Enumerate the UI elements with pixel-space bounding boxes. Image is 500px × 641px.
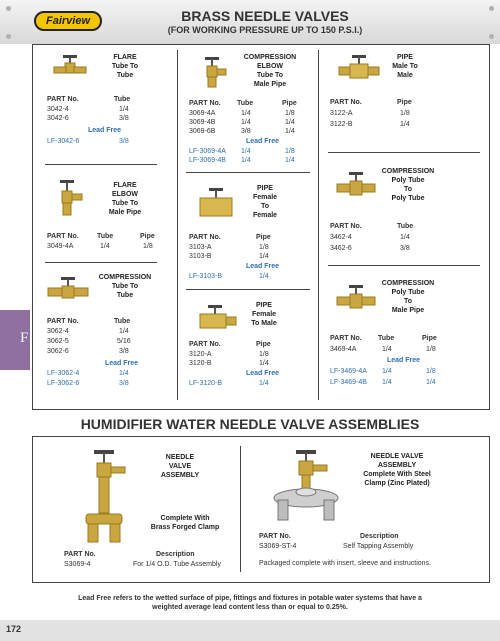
part-number: 3122-B — [330, 121, 353, 128]
lf-tube-size: 1/4 — [382, 379, 392, 386]
needle-valve-clamp-image — [80, 448, 140, 548]
part-number: 3120-B — [189, 360, 212, 367]
page-subtitle: (FOR WORKING PRESSURE UP TO 150 P.S.I.) — [167, 25, 363, 35]
part-number: 3062-4 — [47, 328, 69, 335]
pipe-fm-title: PIPE Female To Male — [251, 302, 277, 327]
tube-size: 3/8 — [241, 128, 251, 135]
divider — [186, 172, 310, 173]
tube-size: 3/8 — [119, 348, 129, 355]
tube-size: 1/4 — [119, 106, 129, 113]
description-header: Description — [360, 533, 399, 540]
tube-header: Tube — [97, 233, 114, 240]
compression-poly-title: COMPRESSION Poly Tube To Poly Tube — [381, 168, 435, 202]
lf-tube-size: 1/4 — [382, 368, 392, 375]
description-header: Description — [156, 551, 195, 558]
tube-size: 1/4 — [241, 110, 251, 117]
pipe-ff-title: PIPE Female To Female — [252, 185, 278, 219]
lf-part-number: LF-3469-4B — [330, 379, 367, 386]
part-number: 3103-A — [189, 244, 212, 251]
lead-free-label: Lead Free — [105, 360, 139, 367]
compression-title: COMPRESSION Tube To Tube — [98, 274, 152, 299]
needle-valve-caption: Complete With Brass Forged Clamp — [150, 515, 220, 531]
rivet-icon — [6, 6, 11, 11]
part-number: 3042-4 — [47, 106, 69, 113]
lead-free-label: Lead Free — [246, 138, 280, 145]
part-number: 3049-4A — [47, 243, 74, 250]
compression-poly-pipe-valve-icon — [334, 283, 378, 315]
lf-pipe-size: 1/8 — [426, 368, 436, 375]
pipe-size: 1/8 — [259, 351, 269, 358]
tube-size: 1/4 — [400, 234, 410, 241]
tube-size: 1/4 — [119, 328, 129, 335]
part-number: 3069-4B — [189, 119, 216, 126]
part-number: 3062-5 — [47, 338, 69, 345]
flare-elbow-title: FLARE ELBOW Tube To Male Pipe — [108, 182, 142, 216]
lf-pipe-size: 1/4 — [259, 380, 269, 387]
steel-clamp-assembly-title: NEEDLE VALVE ASSEMBLY Complete With Steel Clamp (Zinc Plated) — [363, 453, 431, 487]
lead-free-label: Lead Free — [246, 263, 280, 270]
pipe-mm-title: PIPE Male To Male — [392, 54, 418, 79]
compression-poly-valve-icon — [334, 170, 378, 202]
part-number: 3069-6B — [189, 128, 216, 135]
part-no-header: PART No. — [189, 341, 221, 348]
steel-clamp-valve-image — [270, 448, 346, 526]
tube-header: Tube — [397, 223, 414, 230]
part-no-header: PART No. — [330, 99, 362, 106]
divider — [328, 265, 480, 266]
pipe-size: 1/8 — [285, 110, 295, 117]
tube-size: 5/16 — [117, 338, 131, 345]
compression-elbow-title: COMPRESSION ELBOW Tube To Male Pipe — [243, 54, 297, 88]
pipe-size: 1/4 — [285, 119, 295, 126]
pipe-size: 1/8 — [426, 346, 436, 353]
tube-header: Tube — [378, 335, 395, 342]
part-number: 3462-4 — [330, 234, 352, 241]
lf-part-number: LF-3120-B — [189, 380, 223, 387]
lf-tube-size: 1/4 — [241, 148, 251, 155]
lead-free-label: Lead Free — [246, 370, 280, 377]
pipe-size: 1/8 — [143, 243, 153, 250]
part-no-header: PART No. — [189, 100, 221, 107]
part-no-header: PART No. — [47, 96, 79, 103]
tube-header: Tube — [237, 100, 254, 107]
tube-size: 1/4 — [382, 346, 392, 353]
page-footer — [0, 620, 500, 641]
description: For 1/4 O.D. Tube Assembly — [133, 561, 221, 568]
compression-valve-icon — [46, 275, 90, 305]
compression-elbow-valve-icon — [196, 55, 228, 89]
page-number: 172 — [6, 624, 22, 634]
lf-pipe-size: 1/4 — [426, 379, 436, 386]
pipe-header: Pipe — [256, 341, 271, 348]
part-no-header: PART No. — [64, 551, 96, 558]
description: Self Tapping Assembly — [343, 543, 414, 550]
pipe-size: 1/8 — [259, 244, 269, 251]
pipe-size: 1/4 — [259, 253, 269, 260]
tube-header: Tube — [114, 318, 131, 325]
part-number: 3120-A — [189, 351, 212, 358]
lead-free-label: Lead Free — [88, 127, 122, 134]
part-no-header: PART No. — [47, 233, 79, 240]
column-divider — [240, 446, 241, 572]
part-no-header: PART No. — [330, 223, 362, 230]
tube-size: 1/4 — [241, 119, 251, 126]
part-no-header: PART No. — [189, 234, 221, 241]
divider — [45, 262, 157, 263]
part-no-header: PART No. — [47, 318, 79, 325]
rivet-icon — [6, 34, 11, 39]
tube-size: 1/4 — [100, 243, 110, 250]
tube-header: Tube — [114, 96, 131, 103]
pipe-header: Pipe — [140, 233, 155, 240]
section-tab-letter: F — [20, 330, 29, 346]
needle-valve-assembly-title: NEEDLE VALVE ASSEMBLY — [160, 454, 200, 479]
tube-size: 3/8 — [400, 245, 410, 252]
part-number: 3069-4A — [189, 110, 216, 117]
lf-tube-size: 3/8 — [119, 138, 129, 145]
pipe-size: 1/4 — [285, 128, 295, 135]
lf-part-number: LF-3469-4A — [330, 368, 367, 375]
pipe-header: Pipe — [256, 234, 271, 241]
part-number: 3042-6 — [47, 115, 69, 122]
pipe-header: Pipe — [397, 99, 412, 106]
pipe-header: Pipe — [422, 335, 437, 342]
column-divider — [318, 50, 319, 400]
pipe-header: Pipe — [282, 100, 297, 107]
fairview-logo: Fairview — [34, 11, 102, 31]
lead-free-label: Lead Free — [387, 357, 421, 364]
part-number: 3062-6 — [47, 348, 69, 355]
divider — [186, 289, 310, 290]
column-divider — [177, 50, 178, 400]
flare-valve-icon — [52, 53, 88, 81]
pipe-ff-valve-icon — [194, 186, 238, 222]
flare-title: FLARE Tube To Tube — [111, 54, 139, 79]
lf-part-number: LF-3042-6 — [47, 138, 80, 145]
lf-part-number: LF-3062-4 — [47, 370, 80, 377]
rivet-icon — [489, 34, 494, 39]
lf-part-number: LF-3069-4A — [189, 148, 226, 155]
pipe-size: 1/4 — [259, 360, 269, 367]
lead-free-footnote: Lead Free refers to the wetted surface of pipe, fittings and fixtures in potable water systems that have a weighted average lead content less than or equal to 0.25%. — [78, 595, 422, 611]
divider — [45, 164, 157, 165]
pipe-fm-valve-icon — [194, 303, 238, 333]
part-number: 3469-4A — [330, 346, 357, 353]
section-tab — [0, 310, 30, 370]
lf-part-number: LF-3062-6 — [47, 380, 80, 387]
part-number: 3462-6 — [330, 245, 352, 252]
rivet-icon — [489, 6, 494, 11]
part-number: S3069-ST-4 — [259, 543, 297, 550]
lf-pipe-size: 1/4 — [285, 157, 295, 164]
page-title: BRASS NEEDLE VALVES — [181, 8, 349, 24]
part-no-header: PART No. — [330, 335, 362, 342]
section-title: HUMIDIFIER WATER NEEDLE VALVE ASSEMBLIES — [80, 416, 420, 432]
part-number: S3069-4 — [64, 561, 91, 568]
part-number: 3103-B — [189, 253, 212, 260]
lf-pipe-size: 1/8 — [285, 148, 295, 155]
tube-size: 3/8 — [119, 115, 129, 122]
part-no-header: PART No. — [259, 533, 291, 540]
lf-tube-size: 3/8 — [119, 380, 129, 387]
lf-tube-size: 1/4 — [119, 370, 129, 377]
lf-part-number: LF-3103-B — [189, 273, 223, 280]
divider — [328, 152, 480, 153]
flare-elbow-valve-icon — [52, 178, 84, 218]
compression-poly-pipe-title: COMPRESSION Poly Tube To Male Pipe — [381, 280, 435, 314]
lf-part-number: LF-3069-4B — [189, 157, 226, 164]
package-note: Packaged complete with insert, sleeve and instructions. — [259, 560, 431, 567]
part-number: 3122-A — [330, 110, 353, 117]
lf-tube-size: 1/4 — [241, 157, 251, 164]
pipe-size: 1/8 — [400, 110, 410, 117]
lf-pipe-size: 1/4 — [259, 273, 269, 280]
pipe-size: 1/4 — [400, 121, 410, 128]
pipe-mm-valve-icon — [336, 53, 382, 83]
